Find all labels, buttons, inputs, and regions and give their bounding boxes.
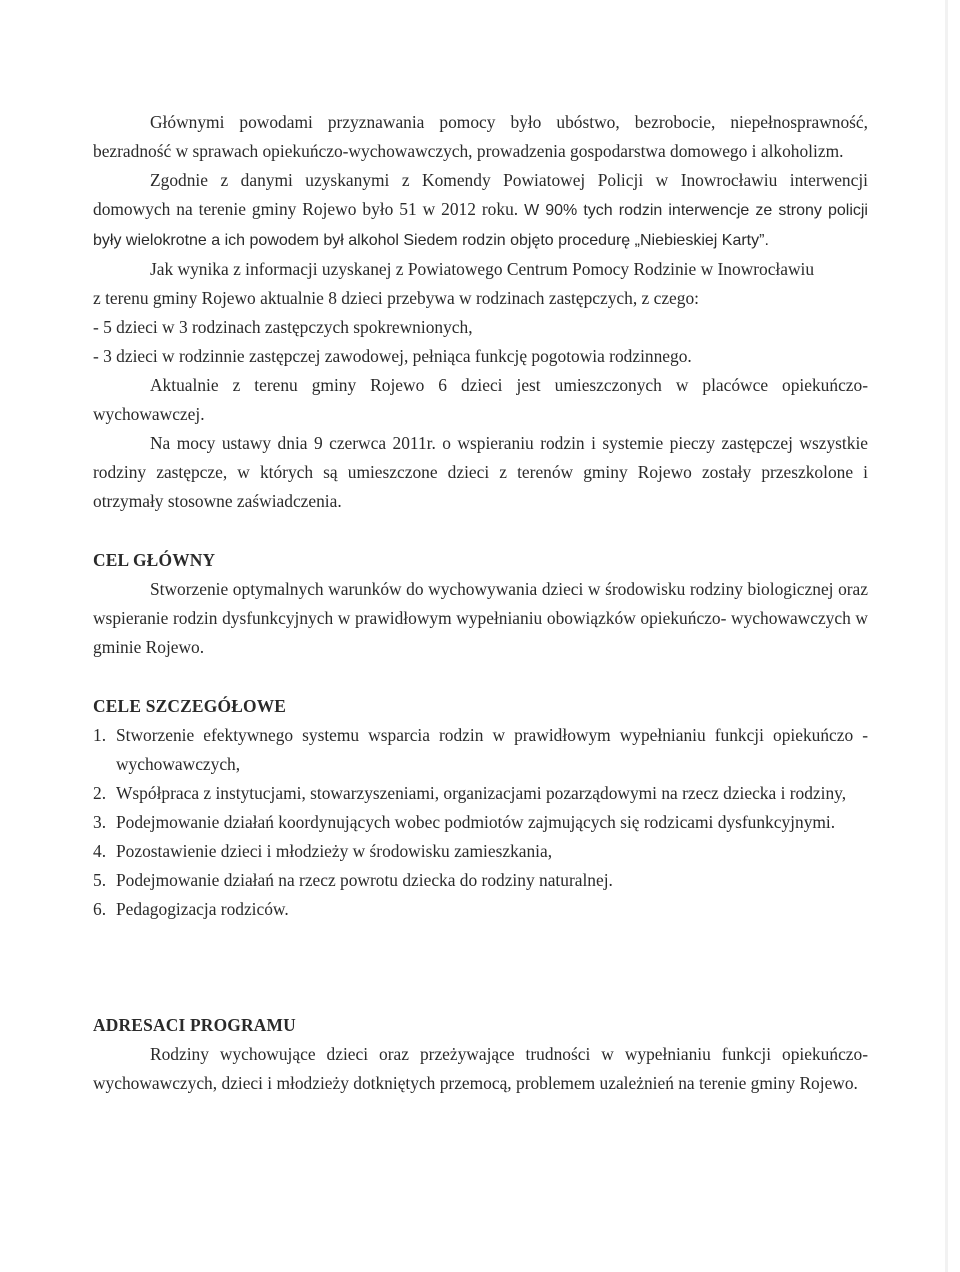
list-item-text: Pozostawienie dzieci i młodzieży w środowisku zamieszkania, [116, 841, 553, 861]
list-item [93, 779, 868, 808]
paragraph-law: Na mocy ustawy dnia 9 czerwca 2011r. o wspieraniu rodzin i systemie pieczy zastępczej wszystkie rodziny zastępcze, w których są umieszczone dzieci z terenów gminy Rojewo zostały przeszkolone i otrzymały stosowne zaświadczenia. [93, 433, 868, 511]
list-item [93, 808, 868, 837]
scan-edge [945, 0, 948, 1272]
heading-cele-szczegolowe: CELE SZCZEGÓŁOWE [93, 696, 287, 716]
paragraph-institution: Aktualnie z terenu gminy Rojewo 6 dzieci jest umieszczonych w placówce opiekuńczo-wychowawczej. [93, 375, 868, 424]
goals-list [93, 721, 868, 924]
police-text-sans: W 90% tych rodzin interwencje ze strony policji były wielokrotne a ich powodem był alkohol Siedem rodzin objęto procedurę „Niebieskiej Karty”. [93, 202, 868, 249]
list-item-number: 1. [93, 725, 107, 745]
list-item-text: Współpraca z instytucjami, stowarzyszeniami, organizacjami pozarządowymi na rzecz dziecka i rodziny, [116, 783, 847, 803]
heading-adresaci: ADRESACI PROGRAMU [93, 1015, 296, 1035]
list-item-text: Podejmowanie działań na rzecz powrotu dziecka do rodziny naturalnej. [116, 870, 613, 890]
list-item [93, 837, 868, 866]
list-item-number: 5. [93, 870, 107, 890]
paragraph-reasons: Głównymi powodami przyznawania pomocy było ubóstwo, bezrobocie, niepełnosprawność, bezradność w sprawach opiekuńczo-wychowawczych, prowadzenia gospodarstwa domowego i alkoholizm. [93, 112, 868, 161]
list-item-text: Podejmowanie działań koordynujących wobec podmiotów zajmujących się rodzicami dysfunkcyjnymi. [116, 812, 836, 832]
document-page [93, 108, 868, 1098]
list-item [93, 866, 868, 895]
list-item [93, 895, 868, 924]
heading-cel-glowny: CEL GŁÓWNY [93, 550, 216, 570]
adresaci-text: Rodziny wychowujące dzieci oraz przeżywające trudności w wypełnianiu funkcji opiekuńczo-wychowawczych, dzieci i młodzieży dotkniętych przemocą, problemem uzależnień na terenie gminy Rojewo. [93, 1044, 868, 1093]
list-item-text: Pedagogizacja rodziców. [116, 899, 289, 919]
foster-line-professional: - 3 dzieci w rodzinnie zastępczej zawodowej, pełniąca funkcję pogotowia rodzinnego. [93, 346, 692, 366]
list-item-number: 4. [93, 841, 107, 861]
list-item-number: 6. [93, 899, 107, 919]
paragraph-foster: z terenu gminy Rojewo aktualnie 8 dzieci przebywa w rodzinach zastępczych, z czego: [93, 288, 699, 308]
foster-line-related: - 5 dzieci w 3 rodzinach zastępczych spokrewnionych, [93, 317, 473, 337]
paragraph-police [93, 166, 868, 255]
list-item [93, 721, 868, 779]
list-item-text: Stworzenie efektywnego systemu wsparcia rodzin w prawidłowym wypełnianiu funkcji opiekuńczo -wychowawczych, [116, 725, 868, 774]
cel-glowny-text: Stworzenie optymalnych warunków do wychowywania dzieci w środowisku rodziny biologicznej oraz wspieranie rodzin dysfunkcyjnych w prawidłowym wypełnianiu obowiązków opiekuńczo- wychowawczych w gminie Rojewo. [93, 579, 868, 657]
police-text-serif: Zgodnie z danymi uzyskanymi z Komendy Powiatowej Policji w Inowrocławiu interwencji domowych na terenie gminy Rojewo było 51 w 2012 roku. [93, 170, 868, 219]
list-item-number: 3. [93, 812, 107, 832]
list-item-number: 2. [93, 783, 107, 803]
paragraph-pcpr: Jak wynika z informacji uzyskanej z Powiatowego Centrum Pomocy Rodzinie w Inowrocławiu [150, 259, 815, 279]
